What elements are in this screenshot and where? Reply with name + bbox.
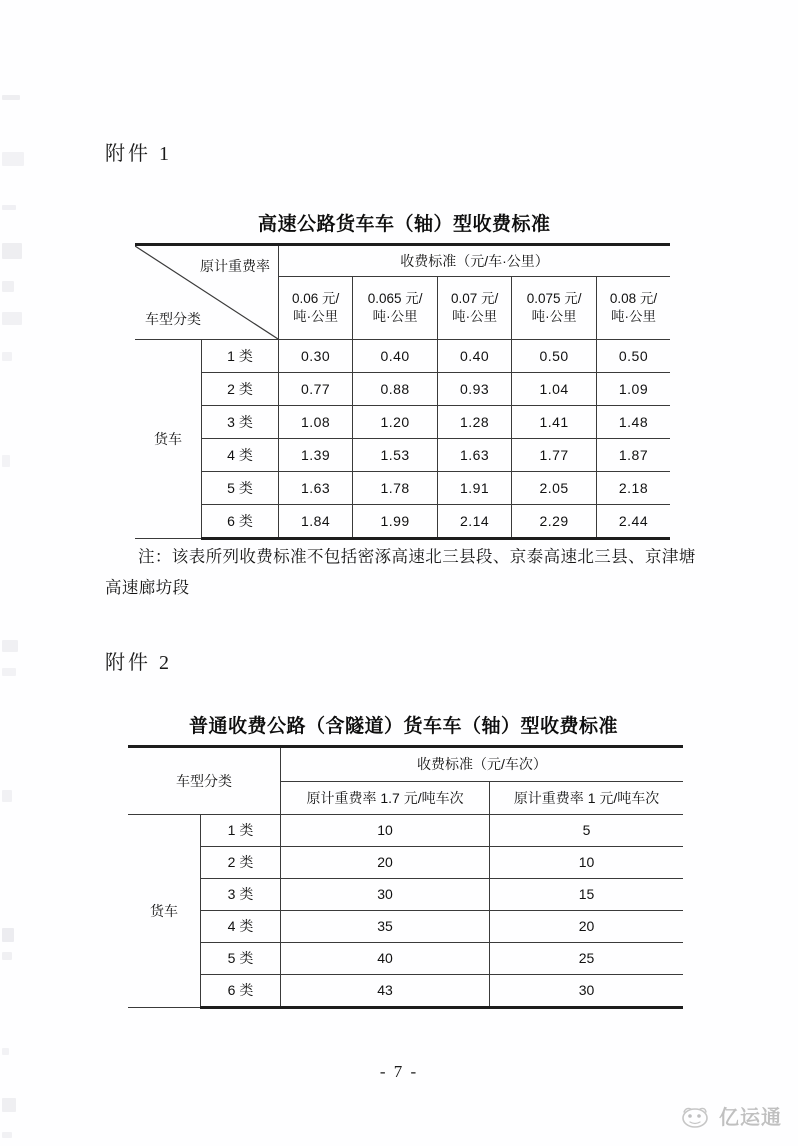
rate-axis-label: 原计重费率 <box>200 258 270 274</box>
toll-value: 15 <box>490 879 683 911</box>
table-row <box>135 472 670 505</box>
rate-header-line2: 吨·公里 <box>611 309 656 324</box>
table-row <box>135 406 670 439</box>
toll-value: 0.50 <box>512 340 597 373</box>
toll-value: 40 <box>281 943 490 975</box>
toll-value: 1.39 <box>279 439 353 472</box>
scan-artifact-edge <box>0 0 30 1146</box>
toll-value: 1.78 <box>353 472 438 505</box>
vehicle-class-label: 5 类 <box>202 472 279 505</box>
cloud-face-logo-icon <box>678 1103 712 1129</box>
toll-value: 1.63 <box>279 472 353 505</box>
rate-column-header <box>279 277 353 340</box>
rate-header-line1: 0.06 元/ <box>291 290 340 306</box>
rate-column-header <box>353 277 438 340</box>
table-row <box>135 340 670 373</box>
attachment-1-title: 高速公路货车车（轴）型收费标准 <box>258 214 551 235</box>
vehicle-class-label: 4 类 <box>202 439 279 472</box>
vehicle-type-header: 车型分类 <box>128 747 281 815</box>
watermark-logo <box>678 1101 782 1130</box>
attachment-2-label: 附件 2 <box>105 652 172 674</box>
toll-value: 0.40 <box>353 340 438 373</box>
toll-value: 0.77 <box>279 373 353 406</box>
table-row <box>135 439 670 472</box>
rate-column-header: 原计重费率 1 元/吨车次 <box>490 782 683 815</box>
toll-value: 30 <box>490 975 683 1008</box>
toll-value: 1.09 <box>597 373 671 406</box>
row-group-label-freight: 货车 <box>128 815 201 1008</box>
row-group-label-freight: 货车 <box>135 340 202 539</box>
rate-header-line1: 0.08 元/ <box>609 290 658 306</box>
rate-column-header: 原计重费率 1.7 元/吨车次 <box>281 782 490 815</box>
toll-value: 1.77 <box>512 439 597 472</box>
toll-value: 20 <box>281 847 490 879</box>
toll-standard-group-header: 收费标准（元/车次） <box>281 747 684 782</box>
toll-value: 0.50 <box>597 340 671 373</box>
vehicle-type-axis-label: 车型分类 <box>145 311 201 328</box>
rate-column-header <box>597 277 671 340</box>
table-row <box>128 943 683 975</box>
table-row <box>128 911 683 943</box>
toll-value: 1.84 <box>279 505 353 539</box>
attachment-2-title: 普通收费公路（含隧道）货车车（轴）型收费标准 <box>189 716 619 737</box>
vehicle-class-label: 1 类 <box>202 340 279 373</box>
toll-value: 0.40 <box>438 340 512 373</box>
rate-header-line1: 0.075 元/ <box>526 290 582 306</box>
attachment-1-note: 注：该表所列收费标准不包括密涿高速北三县段、京泰高速北三县、京津塘高速廊坊段 <box>105 547 696 597</box>
rate-header-line2: 吨·公里 <box>372 309 418 324</box>
rate-header-line2: 吨·公里 <box>531 309 577 324</box>
toll-value: 2.29 <box>512 505 597 539</box>
table-header-row <box>135 245 670 277</box>
table-row <box>135 505 670 539</box>
vehicle-class-label: 2 类 <box>201 847 281 879</box>
toll-value: 1.91 <box>438 472 512 505</box>
toll-value: 35 <box>281 911 490 943</box>
diagonal-header-cell <box>135 245 279 340</box>
rate-header-line2: 吨·公里 <box>293 309 339 324</box>
rate-header-line2: 吨·公里 <box>452 309 498 324</box>
table-row <box>128 879 683 911</box>
toll-value: 1.99 <box>353 505 438 539</box>
table-row <box>128 815 683 847</box>
toll-value: 25 <box>490 943 683 975</box>
vehicle-class-label: 4 类 <box>201 911 281 943</box>
attachment-1-label: 附件 1 <box>105 143 172 165</box>
toll-value: 0.93 <box>438 373 512 406</box>
toll-value: 0.30 <box>279 340 353 373</box>
toll-value: 1.63 <box>438 439 512 472</box>
table-row <box>128 975 683 1008</box>
vehicle-class-label: 2 类 <box>202 373 279 406</box>
vehicle-class-label: 3 类 <box>202 406 279 439</box>
toll-value: 10 <box>281 815 490 847</box>
ordinary-road-freight-toll-table <box>128 745 683 1009</box>
toll-value: 10 <box>490 847 683 879</box>
vehicle-class-label: 5 类 <box>201 943 281 975</box>
toll-standard-group-header: 收费标准（元/车·公里） <box>279 245 671 277</box>
rate-header-line1: 0.07 元/ <box>450 290 499 306</box>
toll-value: 1.04 <box>512 373 597 406</box>
toll-value: 2.05 <box>512 472 597 505</box>
toll-value: 43 <box>281 975 490 1008</box>
toll-value: 1.87 <box>597 439 671 472</box>
table-header-row <box>128 747 683 782</box>
toll-value: 5 <box>490 815 683 847</box>
page-number: - 7 - <box>379 1062 419 1081</box>
toll-value: 2.44 <box>597 505 671 539</box>
rate-header-line1: 0.065 元/ <box>367 290 423 306</box>
rate-column-header <box>512 277 597 340</box>
toll-value: 1.20 <box>353 406 438 439</box>
expressway-freight-toll-table <box>135 243 670 540</box>
toll-value: 1.28 <box>438 406 512 439</box>
table-row <box>135 373 670 406</box>
vehicle-class-label: 3 类 <box>201 879 281 911</box>
table-row <box>128 847 683 879</box>
toll-value: 1.41 <box>512 406 597 439</box>
toll-value: 2.14 <box>438 505 512 539</box>
toll-value: 2.18 <box>597 472 671 505</box>
toll-value: 30 <box>281 879 490 911</box>
vehicle-class-label: 6 类 <box>201 975 281 1008</box>
vehicle-class-label: 1 类 <box>201 815 281 847</box>
toll-value: 1.53 <box>353 439 438 472</box>
vehicle-class-label: 6 类 <box>202 505 279 539</box>
rate-column-header <box>438 277 512 340</box>
watermark-text: 亿运通 <box>719 1107 782 1129</box>
toll-value: 1.08 <box>279 406 353 439</box>
toll-value: 20 <box>490 911 683 943</box>
toll-value: 0.88 <box>353 373 438 406</box>
toll-value: 1.48 <box>597 406 671 439</box>
